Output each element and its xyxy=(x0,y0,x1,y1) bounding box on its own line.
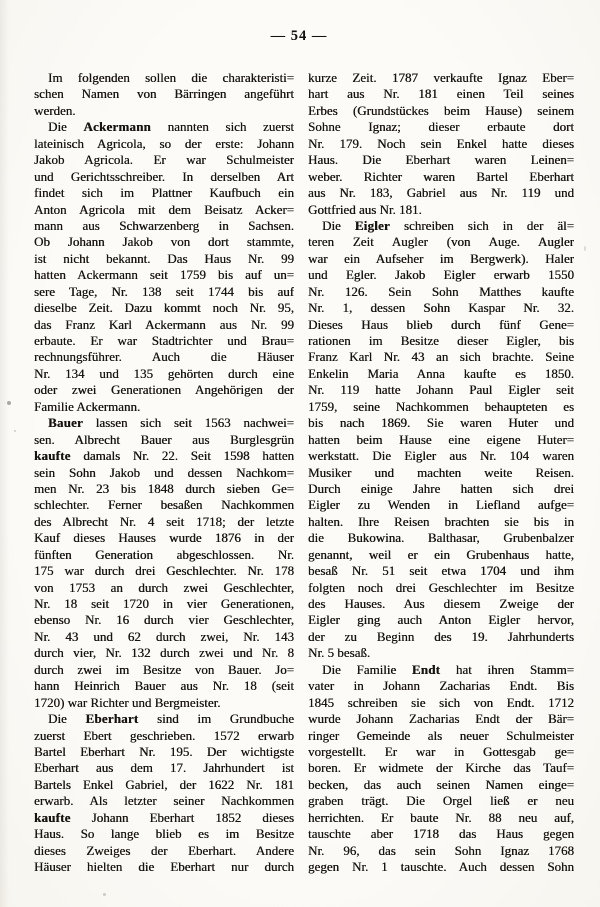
text-line: kurze Zeit. 1787 verkaufte Ignaz Eber= xyxy=(308,70,574,85)
text-line: Eberhart aus dem 17. Jahrhundert ist xyxy=(34,760,294,776)
text-line: Nr. 134 und 135 gehörten durch eine xyxy=(34,365,294,381)
text-line: hann Heinrich Bauer aus Nr. 18 (seit xyxy=(34,678,294,694)
text-line: becken, das auch seinen Namen einge= xyxy=(308,776,574,792)
text-line: das Franz Karl Ackermann aus Nr. 99 xyxy=(34,316,294,332)
paragraph xyxy=(34,70,294,119)
text-line: hart aus Nr. 181 einen Teil seines xyxy=(308,86,574,102)
paragraph xyxy=(34,415,294,711)
text-line: hatten beim Hause eine eigene Huter= xyxy=(308,431,574,447)
text-line: durch zwei im Besitze von Bauer. Jo= xyxy=(34,661,294,677)
text-line: werkstatt. Die Eigler aus Nr. 104 waren xyxy=(308,448,574,464)
text-line: Nr. 1, dessen Sohn Kaspar Nr. 32. xyxy=(308,300,574,316)
text-line: Erbes (Grundstückes beim Hause) seinem xyxy=(308,102,574,118)
text-line: 1759, seine Nachkommen behaupteten es xyxy=(308,398,574,414)
text-line: ist nicht bekannt. Das Haus Nr. 99 xyxy=(34,250,294,266)
two-column-text-block xyxy=(34,70,574,875)
emphasized-name: Ackermann xyxy=(83,119,151,135)
text-line: tauschte aber 1718 das Haus gegen xyxy=(308,826,574,842)
text-line: vorgestellt. Er war in Gottesgab ge= xyxy=(308,743,574,759)
emphasized-name: Eigler xyxy=(354,217,390,233)
paragraph xyxy=(308,218,574,662)
text-line: aus Nr. 183, Gabriel aus Nr. 119 und xyxy=(308,185,574,201)
text-line: Anton Agricola mit dem Beisatz Acker= xyxy=(34,201,294,217)
text-line: Häuser hielten die Eberhart nur durch xyxy=(34,859,294,874)
text-line: bis nach 1869. Sie waren Huter und xyxy=(308,415,574,431)
text-line: schlechter. Ferner besaßen Nachkommen xyxy=(34,497,294,513)
text-line: Kauf dieses Hauses wurde 1876 in der xyxy=(34,530,294,546)
scan-speck xyxy=(7,401,11,405)
emphasized-name: Eberhart xyxy=(85,711,139,727)
text-line: erbaute. Er war Stadtrichter und Brau= xyxy=(34,333,294,348)
emphasized-name: Endt xyxy=(411,661,441,677)
text-line: Nr. 5 besaß. xyxy=(308,645,371,661)
paragraph xyxy=(308,70,574,218)
text-line: Sohne Ignaz; dieser erbaute dort xyxy=(308,119,574,135)
text-line: Die Eberhart sind im Grundbuche xyxy=(48,711,294,727)
text-line: rationen im Besitze dieser Eigler, bis xyxy=(308,333,574,348)
text-line: Nr. 43 und 62 durch zwei, Nr. 143 xyxy=(34,628,294,644)
text-line: genannt, weil er ein Grubenhaus hatte, xyxy=(308,546,574,562)
text-line: ebenso Nr. 16 durch vier Geschlechter, xyxy=(34,612,294,628)
scan-speck xyxy=(103,893,106,896)
text-line: oder zwei Generationen Angehörigen der xyxy=(34,382,294,398)
scan-speck xyxy=(584,246,586,251)
text-line: mann aus Schwarzenberg in Sachsen. xyxy=(34,217,294,233)
text-line: Im folgenden sollen die charakteristi= xyxy=(48,70,294,85)
text-line: Die Eigler schreiben sich in der äl= xyxy=(322,217,574,233)
emphasized-name: kaufte xyxy=(34,809,71,825)
paragraph xyxy=(34,711,294,875)
text-line: und Gerichtsschreiber. In derselben Art xyxy=(34,168,294,184)
text-line: Durch einige Jahre hatten sich drei xyxy=(308,480,574,496)
text-line: Nr. 96, das sein Sohn Ignaz 1768 xyxy=(308,842,574,858)
text-line: sein Sohn Jakob und dessen Nachkom= xyxy=(34,464,294,480)
right-text-column xyxy=(308,70,574,875)
text-line: Bartel Eberhart Nr. 195. Der wichtigste xyxy=(34,743,294,759)
text-line: hatten Ackermann seit 1759 bis auf un= xyxy=(34,267,294,283)
text-line: vater in Johann Zacharias Endt. Bis xyxy=(308,678,574,694)
text-line: fünften Generation abgeschlossen. Nr. xyxy=(34,546,294,562)
text-line: des Albrecht Nr. 4 seit 1718; der letzte xyxy=(34,513,294,529)
text-line: lateinisch Agricola, so der erste: Johann xyxy=(34,135,294,151)
text-line: sen. Albrecht Bauer aus Burglesgrün xyxy=(34,431,294,447)
emphasized-name: Bauer xyxy=(48,415,83,431)
text-line: der zu Beginn des 19. Jahrhunderts xyxy=(308,628,574,644)
text-line: und Egler. Jakob Eigler erwarb 1550 xyxy=(308,267,574,283)
text-line: Haus. So lange blieb es im Besitze xyxy=(34,826,294,842)
text-line: findet sich im Plattner Kaufbuch ein xyxy=(34,185,294,201)
paragraph xyxy=(308,662,574,876)
text-line: herrichten. Er baute Nr. 88 neu auf, xyxy=(308,809,574,825)
text-line: graben trägt. Die Orgel ließ er neu xyxy=(308,793,574,809)
text-line: kaufte damals Nr. 22. Seit 1598 hatten xyxy=(34,448,294,464)
text-line: Ob Johann Jakob von dort stammte, xyxy=(34,234,294,250)
text-line: boren. Er widmete der Kirche das Tauf= xyxy=(308,760,574,776)
text-line: Enkelin Maria Anna kaufte es 1850. xyxy=(308,365,574,381)
text-line: folgten noch drei Geschlechter im Besitze xyxy=(308,579,574,595)
text-line: von 1753 an durch zwei Geschlechter, xyxy=(34,579,294,595)
text-line: Nr. 18 seit 1720 in vier Generationen, xyxy=(34,596,294,611)
text-line: Gottfried aus Nr. 181. xyxy=(308,201,422,217)
text-line: 1845 schreiben sie sich von Endt. 1712 xyxy=(308,694,574,710)
text-line: halten. Ihre Reisen brachten sie bis in xyxy=(308,513,574,529)
text-line: men Nr. 23 bis 1848 durch sieben Ge= xyxy=(34,480,294,496)
text-line: Die Familie Endt hat ihren Stamm= xyxy=(322,661,574,677)
text-line: durch vier, Nr. 132 durch zwei und Nr. 8 xyxy=(34,645,294,661)
text-line: besaß Nr. 51 seit etwa 1704 und ihm xyxy=(308,563,574,579)
text-line: 175 war durch drei Geschlechter. Nr. 178 xyxy=(34,563,294,579)
text-line: Nr. 179. Noch sein Enkel hatte dieses xyxy=(308,135,574,151)
text-line: Musiker und machten weite Reisen. xyxy=(308,464,574,480)
text-line: werden. xyxy=(34,102,76,118)
text-line: 1720) war Richter und Bergmeister. xyxy=(34,694,221,710)
text-line: teren Zeit Augler (von Auge. Augler xyxy=(308,234,574,250)
text-line: Bauer lassen sich seit 1563 nachwei= xyxy=(48,415,294,431)
text-line: erwarb. Als letzter seiner Nachkommen xyxy=(34,793,294,809)
text-line: des Hauses. Aus diesem Zweige der xyxy=(308,596,574,611)
text-line: Eigler ging auch Anton Eigler hervor, xyxy=(308,612,574,628)
text-line: die Bukowina. Balthasar, Grubenbalzer xyxy=(308,530,574,546)
text-line: Nr. 126. Sein Sohn Matthes kaufte xyxy=(308,283,574,299)
text-line: gegen Nr. 1 tauschte. Auch dessen Sohn xyxy=(308,859,574,874)
text-line: dieselbe Zeit. Dazu kommt noch Nr. 95, xyxy=(34,300,294,316)
text-line: wurde Johann Zacharias Endt der Bär= xyxy=(308,711,574,727)
text-line: Familie Ackermann. xyxy=(34,398,141,414)
text-line: Haus. Die Eberhart waren Leinen= xyxy=(308,152,574,168)
text-line: Jakob Agricola. Er war Schulmeister xyxy=(34,152,294,168)
text-line: Bartels Enkel Gabriel, der 1622 Nr. 181 xyxy=(34,776,294,792)
text-line: war ein Aufseher im Bergwerk). Haler xyxy=(308,250,574,266)
scan-speck xyxy=(14,430,16,432)
text-line: kaufte Johann Eberhart 1852 dieses xyxy=(34,809,294,825)
paragraph xyxy=(34,119,294,415)
text-line: ringer Gemeinde als neuer Schulmeister xyxy=(308,727,574,743)
text-line: zuerst Ebert geschrieben. 1572 erwarb xyxy=(34,727,294,743)
emphasized-name: kaufte xyxy=(34,448,71,464)
text-line: Dieses Haus blieb durch fünf Gene= xyxy=(308,316,574,332)
text-line: sere Tage, Nr. 138 seit 1744 bis auf xyxy=(34,283,294,299)
text-line: dieses Zweiges der Eberhart. Andere xyxy=(34,842,294,858)
text-line: Franz Karl Nr. 43 an sich brachte. Seine xyxy=(308,349,574,365)
text-line: schen Namen von Bärringen angeführt xyxy=(34,86,294,102)
text-line: weber. Richter waren Bartel Eberhart xyxy=(308,168,574,184)
page-number: — 54 — xyxy=(270,28,328,44)
text-line: rechnungsführer. Auch die Häuser xyxy=(34,349,294,365)
text-line: Nr. 119 hatte Johann Paul Eigler seit xyxy=(308,382,574,398)
left-text-column xyxy=(34,70,294,875)
text-line: Die Ackermann nannten sich zuerst xyxy=(48,119,294,135)
text-line: Eigler zu Wenden in Liefland aufge= xyxy=(308,497,574,513)
